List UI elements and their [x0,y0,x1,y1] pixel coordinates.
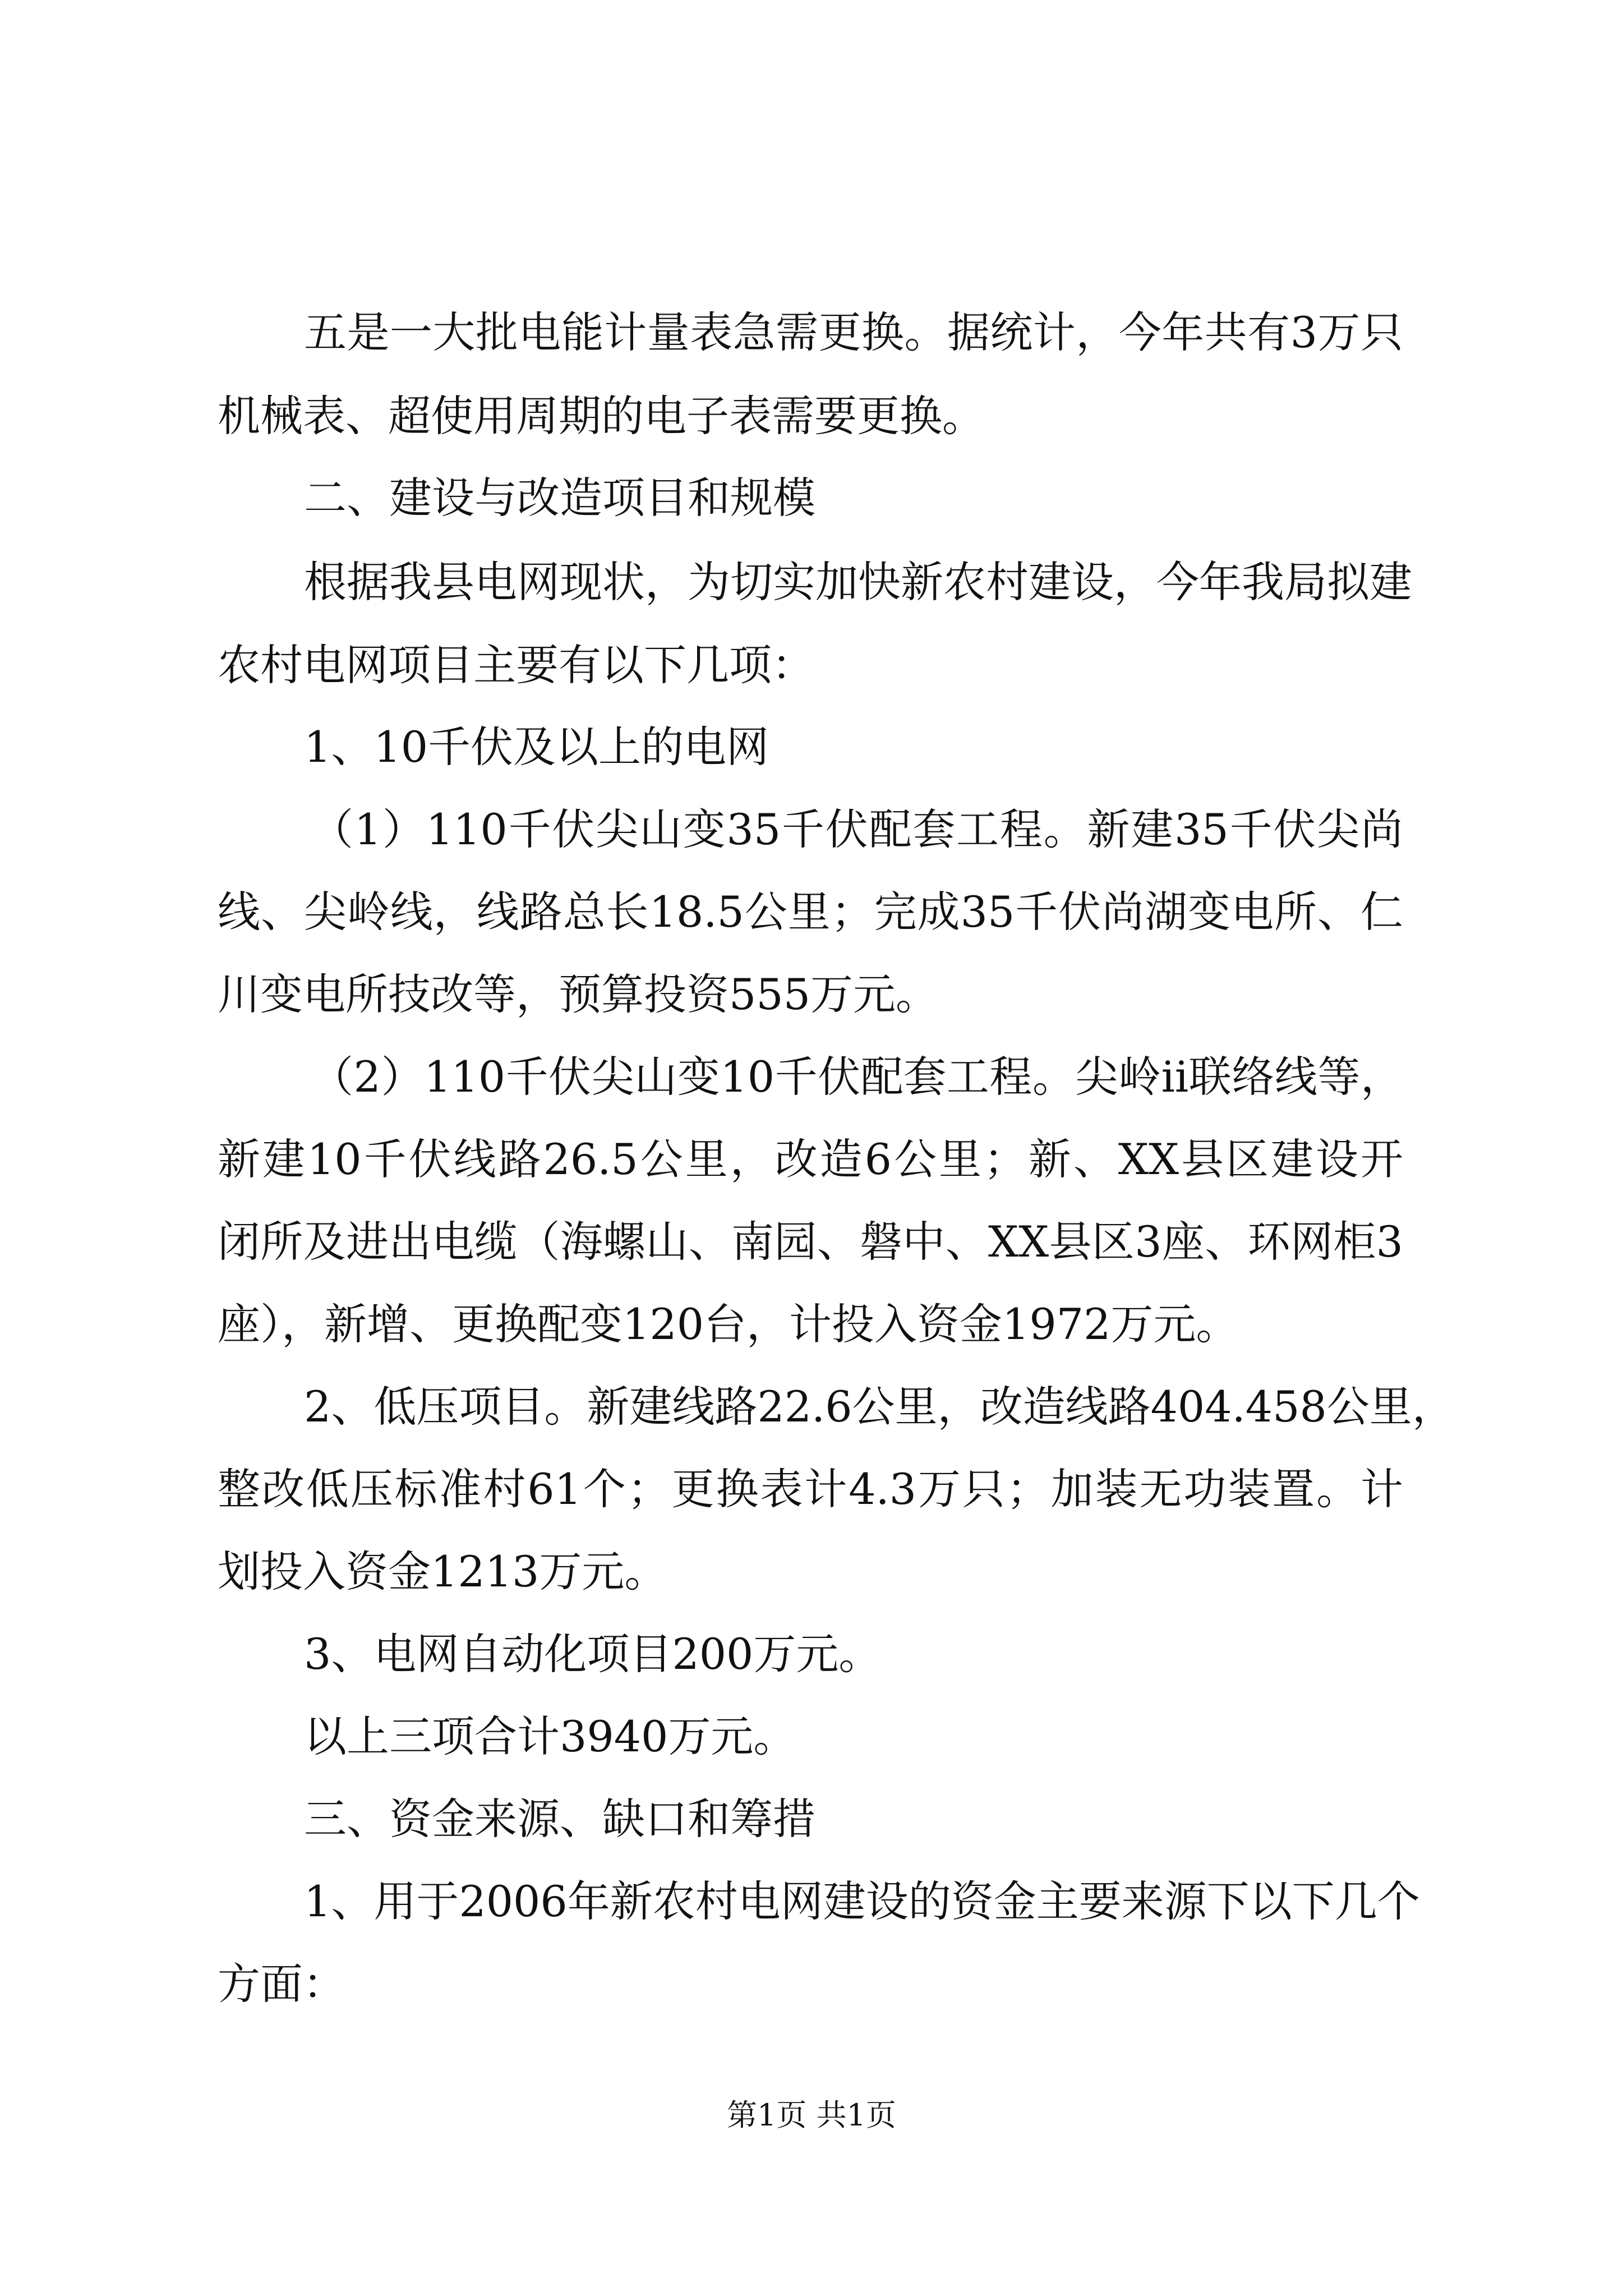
paragraph-line-1: 五是一大批电能计量表急需更换。据统计，今年共有3万只 [304,307,1403,357]
paragraph-line-16: 划投入资金1213万元。 [218,1547,667,1596]
paragraph-line-11: 新建10千伏线路26.5公里，改造6公里；新、XX县区建设开 [218,1134,1403,1184]
subsection-heading-1: 1、10千伏及以上的电网 [304,722,769,772]
paragraph-line-20: 1、用于2006年新农村电网建设的资金主要来源下以下几个 [304,1876,1420,1926]
paragraph-line-17: 3、电网自动化项目200万元。 [304,1629,882,1679]
section-heading-3: 三、资金来源、缺口和筹措 [304,1794,815,1844]
paragraph-line-21: 方面： [218,1959,345,2009]
paragraph-line-2: 机械表、超使用周期的电子表需要更换。 [218,391,985,441]
paragraph-line-12: 闭所及进出电缆（海螺山、南园、磐中、XX县区3座、环网柜3 [218,1217,1403,1267]
paragraph-line-5: 农村电网项目主要有以下几项： [218,640,814,690]
paragraph-line-13: 座），新增、更换配变120台，计投入资金1972万元。 [218,1299,1239,1349]
section-heading-2: 二、建设与改造项目和规模 [304,473,815,523]
page-footer: 第1页 共1页 [727,2097,896,2133]
paragraph-line-10: （2）110千伏尖山变10千伏配套工程。尖岭ii联络线等， [311,1052,1403,1102]
paragraph-line-4: 根据我县电网现状，为切实加快新农村建设，今年我局拟建 [304,557,1412,607]
paragraph-line-15: 整改低压标准村61个；更换表计4.3万只；加装无功装置。计 [218,1464,1403,1514]
paragraph-line-14: 2、低压项目。新建线路22.6公里，改造线路404.458公里， [304,1382,1455,1432]
paragraph-line-8: 线、尖岭线，线路总长18.5公里；完成35千伏尚湖变电所、仁 [218,887,1403,937]
paragraph-line-18: 以上三项合计3940万元。 [304,1711,796,1761]
paragraph-line-9: 川变电所技改等，预算投资555万元。 [218,969,939,1019]
paragraph-line-7: （1）110千伏尖山变35千伏配套工程。新建35千伏尖尚 [311,804,1403,854]
